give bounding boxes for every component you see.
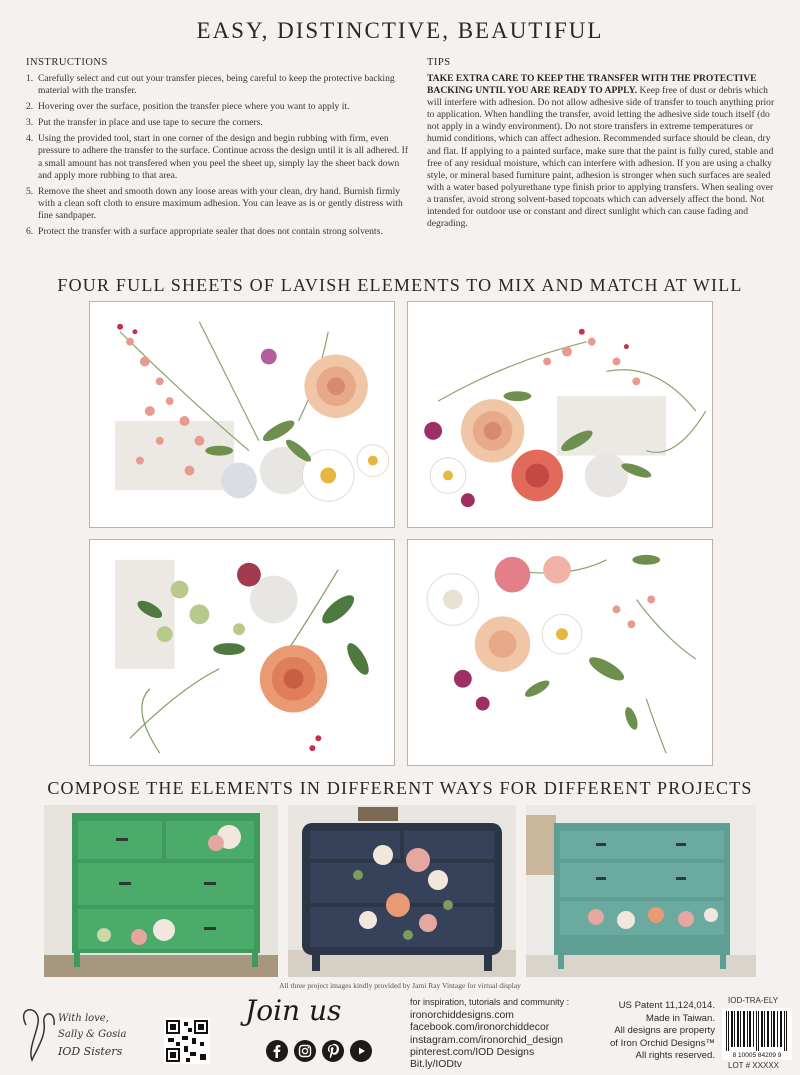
barcode-digits: 8 10005 84209 9 [732, 1052, 782, 1059]
teal-dresser-image [526, 805, 756, 977]
legal-text: US Patent 11,124,014. Made in Taiwan. All designs are property of Iron Orchid Designs™ All rights reserved. [609, 1000, 715, 1062]
svg-text:IOD Sisters: IOD Sisters [58, 1045, 123, 1058]
link-list [410, 1010, 563, 1071]
tips-lead: TAKE EXTRA CARE TO KEEP THE TRANSFER WITH THE PROTECTIVE BACKING UNTIL YOU ARE READY TO APPLY. [427, 73, 757, 97]
pinterest-icon[interactable] [322, 1040, 344, 1062]
instructions-list [26, 73, 412, 242]
signature-handwritten [16, 1005, 156, 1065]
svg-text:Sally & Gosia: Sally & Gosia [58, 1029, 127, 1040]
floral-illustration [408, 302, 712, 527]
navy-dresser-image [288, 805, 516, 977]
transfer-sheet-3 [89, 539, 395, 766]
project-photo-green-dresser [44, 805, 278, 977]
green-dresser-image [44, 805, 278, 977]
tips-text [427, 73, 779, 230]
youtube-link[interactable]: Bit.ly/IODtv [410, 1059, 462, 1071]
floral-illustration [90, 540, 394, 765]
floral-illustration [408, 540, 712, 765]
pinterest-link[interactable]: pinterest.com/IOD Designs [410, 1046, 535, 1058]
projects-section-title: COMPOSE THE ELEMENTS IN DIFFERENT WAYS FOR DIFFERENT PROJECTS [47, 778, 753, 798]
transfer-sheet-2 [407, 301, 713, 528]
svg-text:With love,: With love, [58, 1013, 109, 1024]
instruction-item: 6. Protect the transfer with a surface appropriate sealer that does not contain strong solvents. [26, 226, 383, 238]
tips-body: Keep free of dust or debris which will interfere with adhesion. Do not allow adhesive side of transfer to touch anything prior to application. When handling the transfer, avoid letting the adhesive side touch itself (do not apply in a windy environment). Do not store transfers in extreme temperatures or humid conditions, which can affect adhesion. Recommended surface should be clean, dry and flat. If applying to a painted surface, make sure that the paint is fully cured, stable and free of any residual moisture, which can interfere with adhesion. If you are using a chalky style, or mineral based furniture paint, adhesion is stronger when such surfaces are sealed with a water based polyurethane type finish prior to applying transfers. When sealing over a transfer, avoid strong solvent-based topcoats which can adversely affect the bond. Not intended for outdoor use or constant and direct sunlight which can cause fading and degrading. [427, 85, 775, 230]
instagram-icon[interactable] [294, 1040, 316, 1062]
instagram-link[interactable]: instagram.com/ironorchid_design [410, 1034, 564, 1046]
project-photo-navy-dresser [288, 805, 516, 977]
sku-label: IOD-TRA-ELY [728, 996, 779, 1005]
transfer-sheet-4 [407, 539, 713, 766]
barcode [722, 1008, 792, 1060]
facebook-link[interactable]: facebook.com/ironorchiddecor [410, 1022, 550, 1034]
lot-number: LOT # XXXXX [728, 1061, 779, 1070]
instruction-item: 3. Put the transfer in place and use tape to secure the corners. [26, 117, 263, 129]
instructions-heading: INSTRUCTIONS [26, 57, 108, 68]
project-photo-teal-dresser [526, 805, 756, 977]
tips-heading: TIPS [427, 57, 451, 68]
website-link[interactable]: ironorchiddesigns.com [410, 1010, 514, 1021]
facebook-icon[interactable] [266, 1040, 288, 1062]
transfer-sheet-1 [89, 301, 395, 528]
join-us-heading: Join us [245, 994, 342, 1027]
floral-illustration [90, 302, 394, 527]
inspiration-text: for inspiration, tutorials and community : [410, 997, 570, 1007]
instruction-item: 4. Using the provided tool, start in one corner of the design and begin rubbing with firm, even pressure to adhere the transfer to the surface. Continue across the design until it is all adhered. If a small amount has not transfered when you peel the sheet up, simply lay the sheet back down and apply more rubbing to that area. [26, 133, 409, 181]
photo-credit: All three project images kindly provided by Jami Ray Vintage for virtual display [279, 981, 521, 990]
qr-code [164, 1018, 210, 1064]
page-title: EASY, DISTINCTIVE, BEAUTIFUL [196, 18, 604, 43]
youtube-icon[interactable] [350, 1040, 372, 1062]
instruction-item: 1. Carefully select and cut out your transfer pieces, being careful to keep the protective backing material with the transfer. [26, 73, 395, 97]
instruction-item: 5. Remove the sheet and smooth down any loose areas with your clean, dry hand. Burnish firmly with a clean soft cloth to ensure maximum adhesion. You can leave as is or gently distress with fine sandpaper. [26, 185, 403, 221]
sheets-section-title: FOUR FULL SHEETS OF LAVISH ELEMENTS TO MIX AND MATCH AT WILL [57, 275, 743, 295]
instruction-item: 2. Hovering over the surface, position the transfer piece where you want to apply it. [26, 101, 350, 113]
